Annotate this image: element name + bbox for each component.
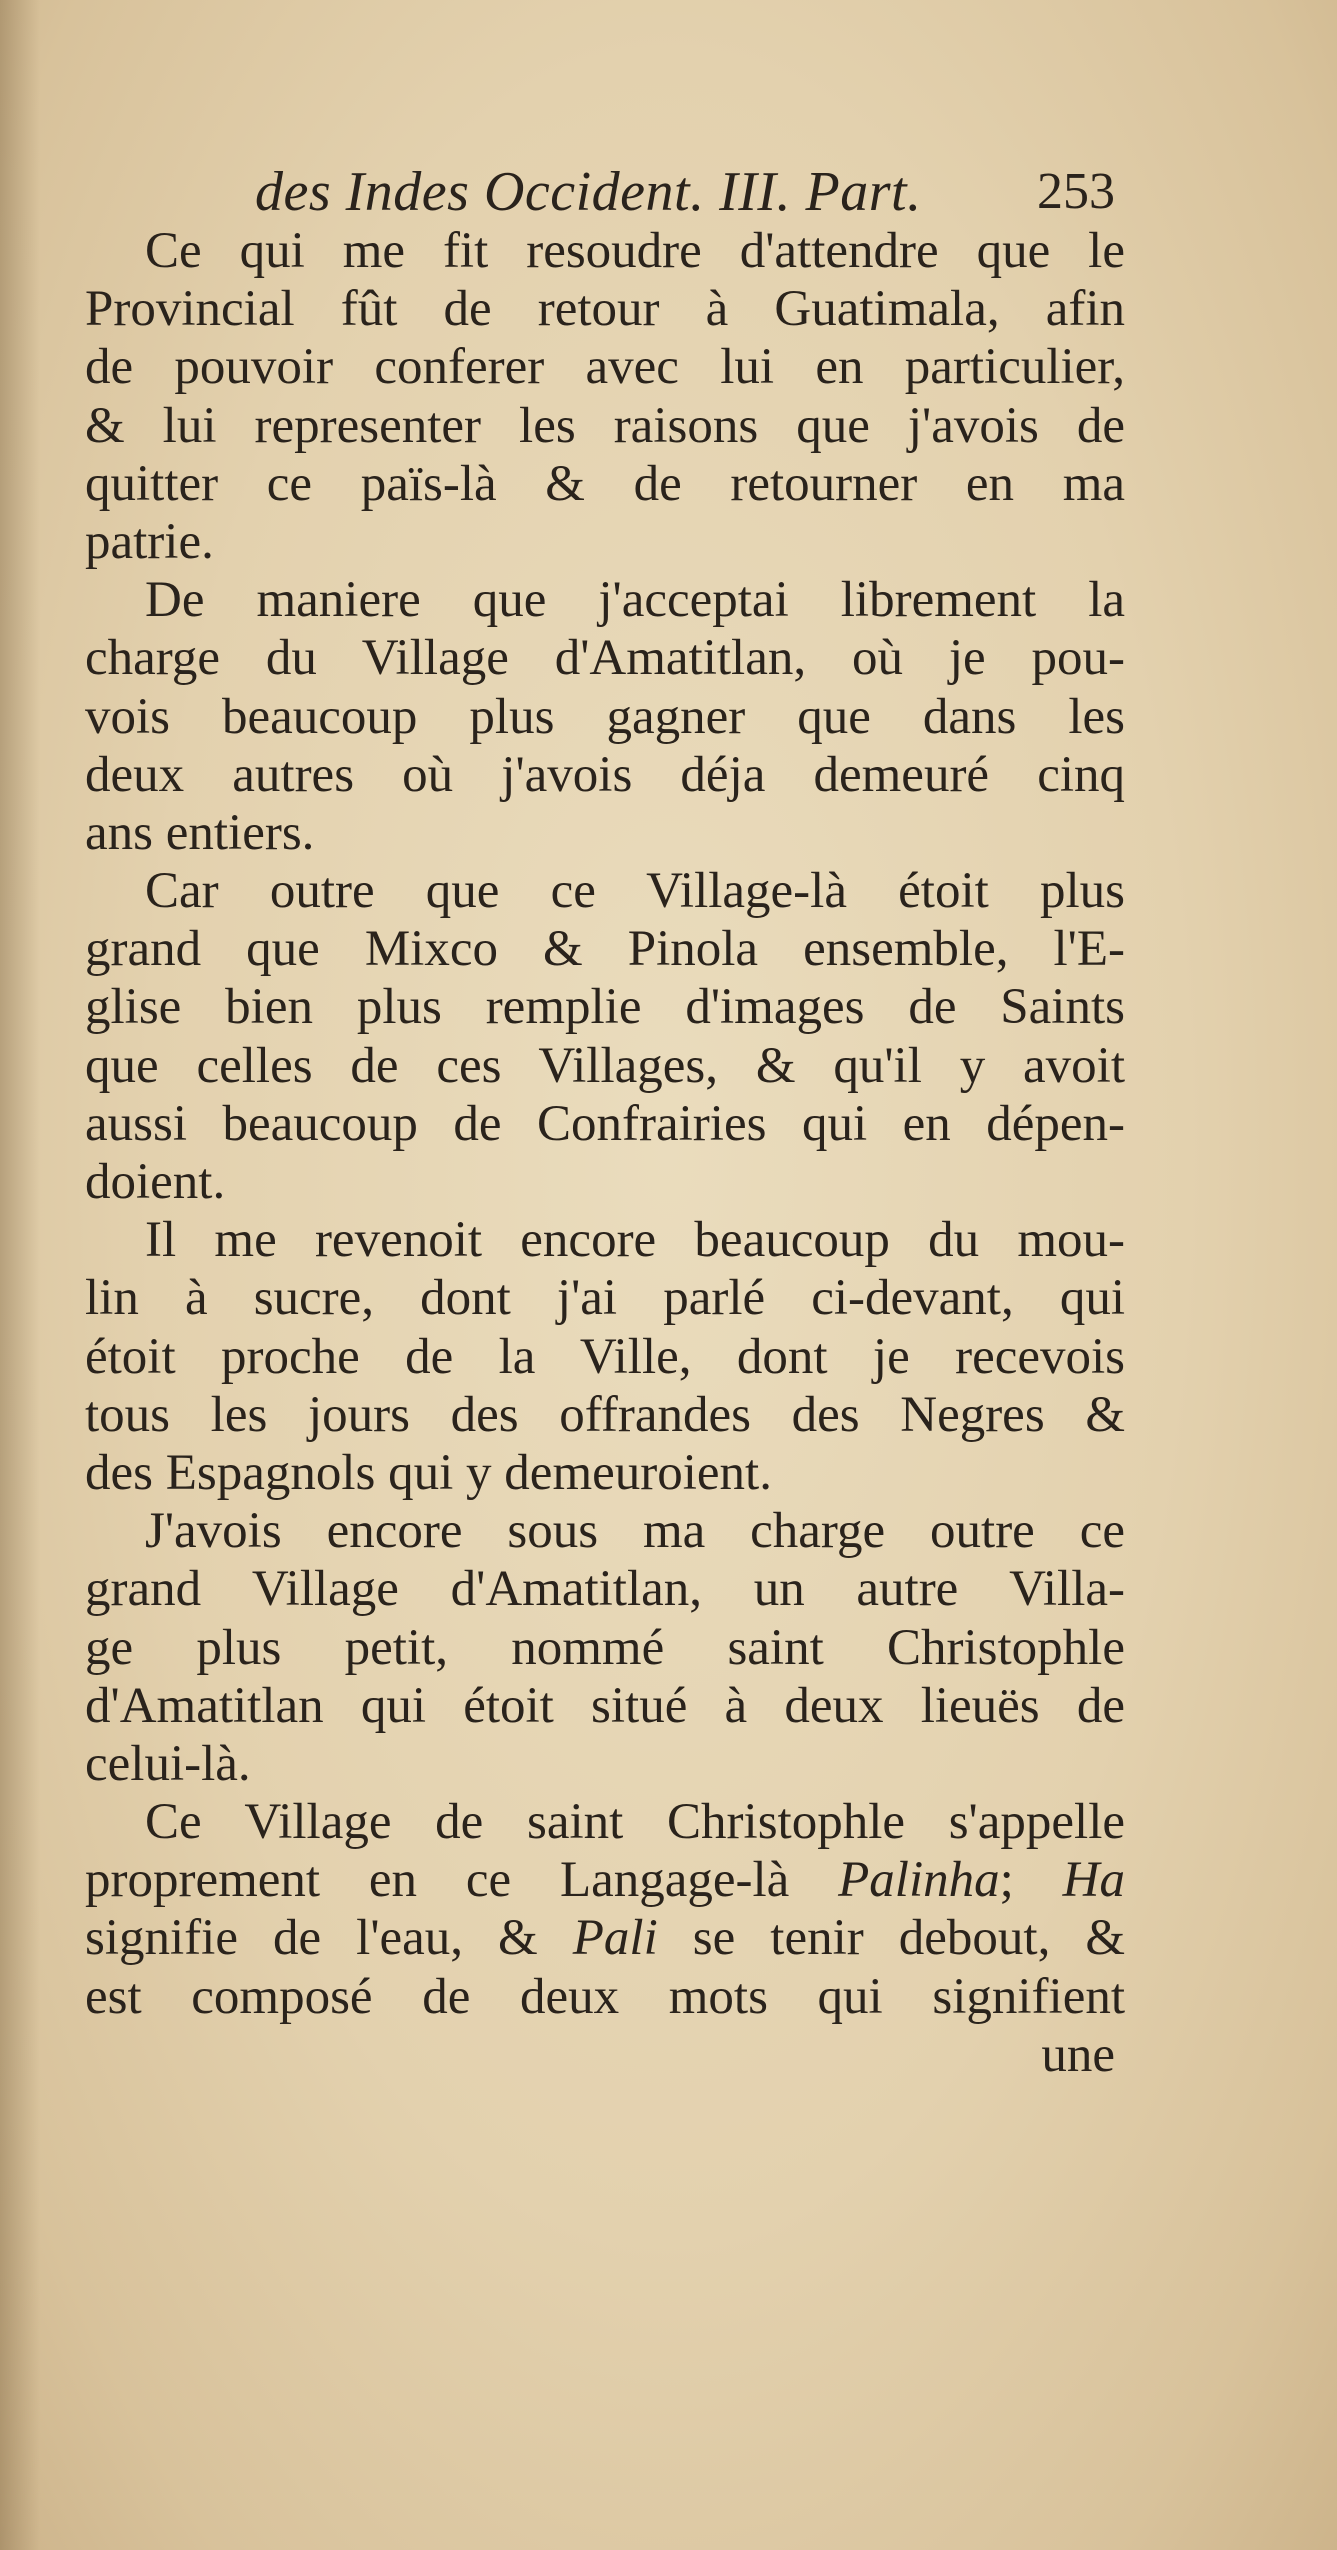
text-line: est composé de deux mots qui signifient xyxy=(85,1968,1125,2025)
text-segment: se tenir debout, & xyxy=(692,1910,1126,1967)
text-line: ge plus petit, nommé saint Christophle xyxy=(85,1619,1125,1676)
text-line: celui-là. xyxy=(85,1735,251,1792)
text-line: ans entiers. xyxy=(85,804,315,861)
text-line: Il me revenoit encore beaucoup du mou- xyxy=(145,1212,1125,1269)
text-segment: signifie de l'eau, & xyxy=(85,1910,538,1967)
text-line: doient. xyxy=(85,1154,226,1210)
text-line: charge du Village d'Amatitlan, où je pou- xyxy=(85,630,1125,687)
text-segment: proprement en ce Langage-là xyxy=(85,1852,790,1909)
page-number: 253 xyxy=(1037,163,1115,220)
text-line: aussi beaucoup de Confrairies qui en dépen- xyxy=(85,1095,1125,1152)
text-line: grand que Mixco & Pinola ensemble, l'E- xyxy=(85,921,1125,978)
page-fold-shadow xyxy=(0,0,40,2550)
running-head: des Indes Occident. III. Part. xyxy=(255,161,922,223)
italic-word: Palinha xyxy=(838,1852,1000,1909)
text-line: de pouvoir conferer avec lui en particulier, xyxy=(85,339,1125,396)
text-line: des Espagnols qui y demeuroient. xyxy=(85,1444,772,1501)
text-line: que celles de ces Villages, & qu'il y avoit xyxy=(85,1037,1125,1094)
text-line: vois beaucoup plus gagner que dans les xyxy=(85,688,1125,745)
text-line: De maniere que j'acceptai librement la xyxy=(145,572,1125,629)
text-line: tous les jours des offrandes des Negres & xyxy=(85,1386,1125,1443)
text-line: d'Amatitlan qui étoit situé à deux lieuës de xyxy=(85,1677,1125,1734)
text-line: J'avois encore sous ma charge outre ce xyxy=(145,1503,1125,1560)
text-line-mixed xyxy=(85,1851,1125,1909)
italic-word: Pali xyxy=(572,1910,658,1967)
text-line: deux autres où j'avois déja demeuré cinq xyxy=(85,746,1125,803)
italic-word: Ha xyxy=(1062,1852,1125,1909)
text-line: Provincial fût de retour à Guatimala, afin xyxy=(85,281,1125,338)
text-line: & lui representer les raisons que j'avois de xyxy=(85,397,1125,454)
text-line: glise bien plus remplie d'images de Saints xyxy=(85,979,1125,1036)
text-line-mixed xyxy=(85,1909,1125,1967)
text-line: patrie. xyxy=(85,513,214,570)
text-line: Car outre que ce Village-là étoit plus xyxy=(145,863,1125,920)
page-header xyxy=(255,160,1115,223)
text-line: Ce qui me fit resoudre d'attendre que le xyxy=(145,223,1125,279)
text-line: étoit proche de la Ville, dont je recevois xyxy=(85,1328,1125,1385)
catchword: une xyxy=(1041,2026,1115,2083)
text-line: lin à sucre, dont j'ai parlé ci-devant, qui xyxy=(85,1270,1125,1327)
text-segment: ; xyxy=(999,1852,1063,1909)
text-line: Ce Village de saint Christophle s'appelle xyxy=(145,1794,1125,1851)
text-line: quitter ce païs-là & de retourner en ma xyxy=(85,455,1125,512)
body-text xyxy=(85,222,1125,2084)
text-line: grand Village d'Amatitlan, un autre Villa- xyxy=(85,1561,1125,1618)
